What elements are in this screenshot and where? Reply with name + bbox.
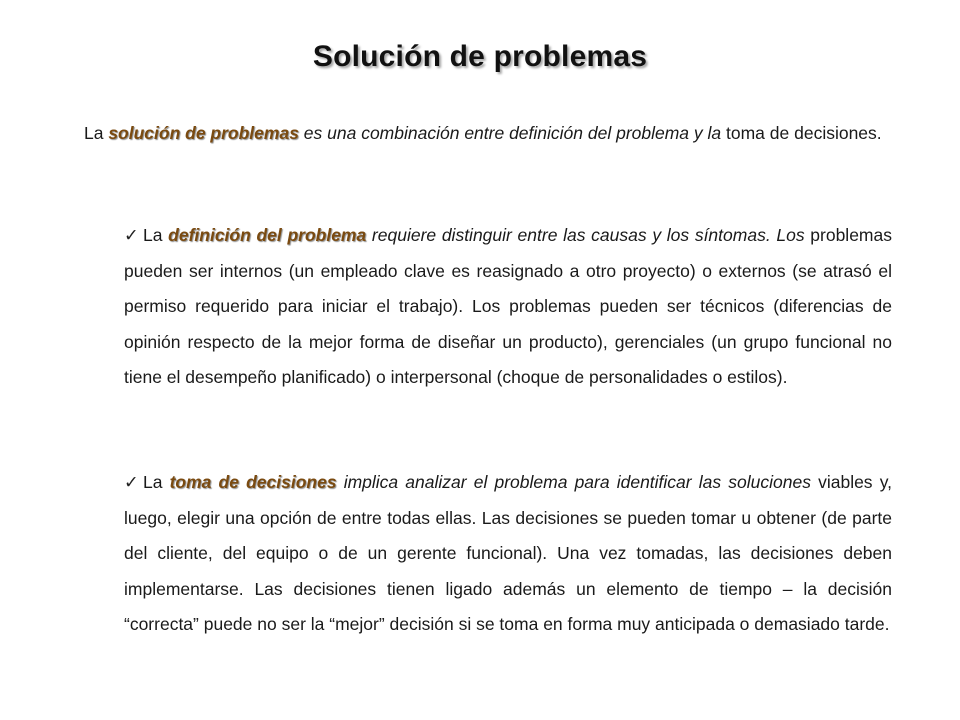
bullet-italic-text: requiere distinguir entre las causas y los síntomas. Los [366,225,805,245]
bullet-text: viables y, luego, elegir una opción de entre todas ellas. Las decisiones se pueden tomar u obtener (de parte del cliente, del equipo o de un gerente funcional). Una vez tomadas, las decisiones deben implementarse. Las decisiones tienen ligado además un elemento de tiempo – la decisión “correcta” puede no ser la “mejor” decisión si se toma en forma muy anticipada o demasiado tarde. [124,472,893,634]
page-title: Solución de problemas [312,40,648,73]
bullet-lead: La [143,225,169,245]
bullet-lead: La [143,472,170,492]
intro-tail: toma de decisiones. [721,123,882,143]
bullet-problem-definition [124,218,892,396]
bullet-italic-text: implica analizar el problema para identificar las soluciones [336,472,811,492]
bullet-term: definición del problema [168,225,367,245]
bullet-text: problemas pueden ser internos (un empleado clave es reasignado a otro proyecto) o externos (se atrasó el permiso requerido para iniciar el trabajo). Los problemas pueden ser técnicos (diferencias de opinión respecto de la mejor forma de diseñar un producto), gerenciales (un grupo funcional no tiene el desempeño planificado) o interpersonal (choque de personalidades o estilos). [124,225,892,387]
bullet-decision-making [124,465,892,643]
checkmark-icon: ✓ [124,225,139,245]
bullet-term: toma de decisiones [169,472,337,492]
checkmark-icon: ✓ [124,472,139,492]
intro-term: solución de problemas [108,123,299,143]
intro-middle: es una combinación entre definición del problema y la [298,123,722,143]
intro-paragraph [84,117,892,150]
intro-lead: La [84,123,109,143]
